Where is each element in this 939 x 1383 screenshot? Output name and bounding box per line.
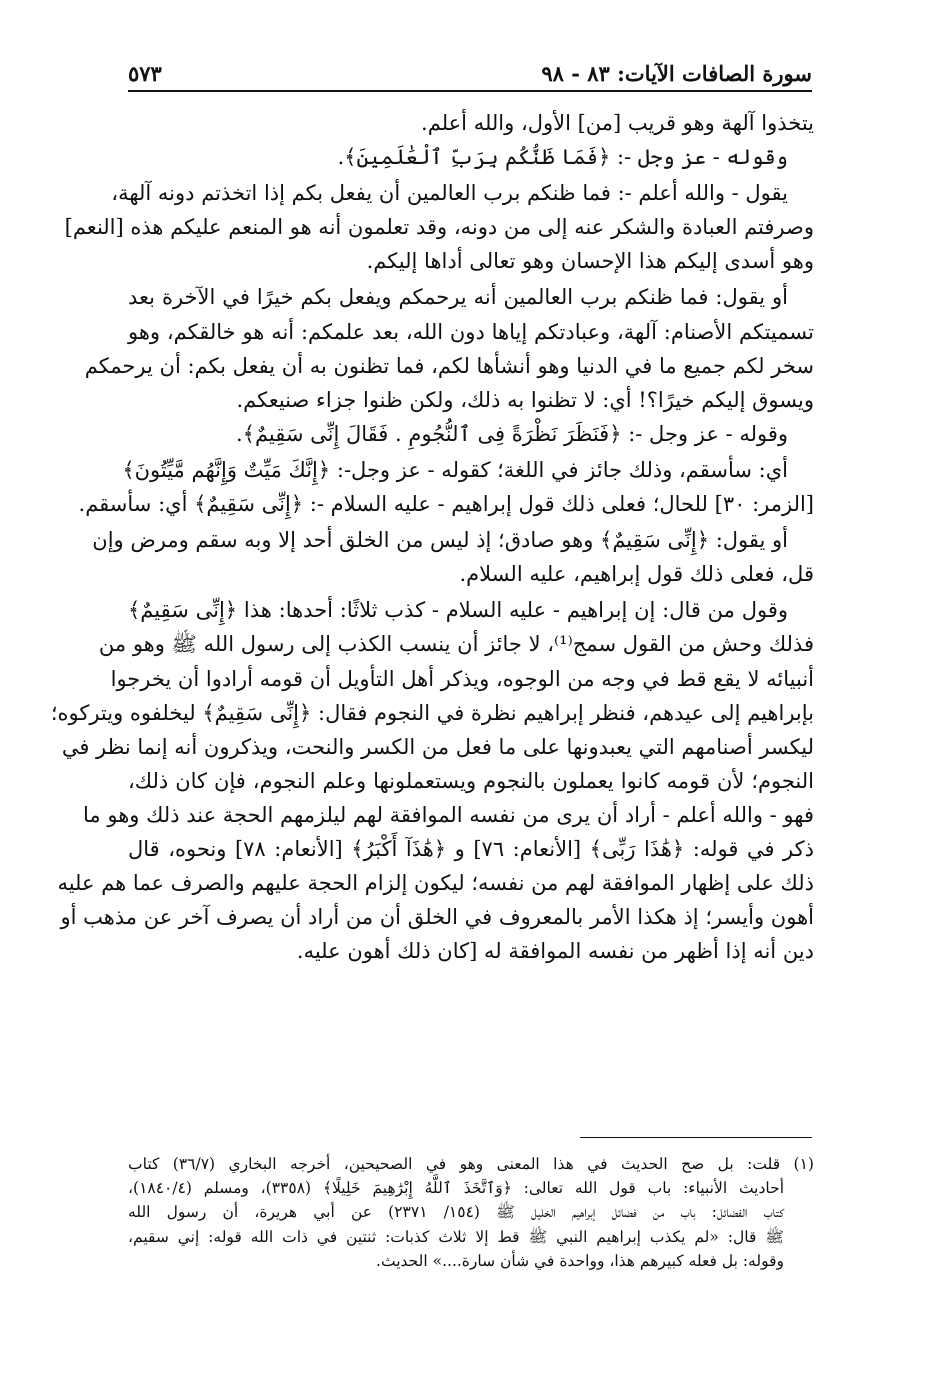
text-line: دين أنه إذا أظهر من نفسه الموافقة له [كان ذلك أهون عليه. — [296, 939, 814, 964]
footnote-line: كتاب الفضائل: باب من فضائل إبراهيم الخليل ﷺ (١٥٤/ ٢٣٧١) عن أبي هريرة، أن رسول الله — [128, 1203, 784, 1222]
footnotes — [128, 1152, 814, 1273]
text-line: ذلك على إظهار الموافقة لهم من نفسه؛ ليكون إلزام الحجة عليهم والصرف عما هم عليه — [57, 871, 814, 896]
footnote-line: ﷺ قال: «لم يكذب إبراهيم النبي ﷺ قط إلا ثلاث كذبات: ثنتين في ذات الله قوله: إني سقيم، — [128, 1227, 784, 1246]
page-header — [128, 58, 812, 92]
text-line: [الزمر: ٣٠] للحال؛ فعلى ذلك قول إبراهيم - عليه السلام -: ﴿إِنِّى سَقِيمٌ﴾ أي: سأسقم. — [78, 492, 814, 517]
text-line: ذكر في قوله: ﴿هَٰذَا رَبِّى﴾ [الأنعام: ٧٦] و ﴿هَٰذَآ أَكْبَرُ﴾ [الأنعام: ٧٨] ونحوه، قال — [128, 836, 814, 861]
text-line: أو يقول: فما ظنكم برب العالمين أنه يرحمكم ويفعل بكم خيرًا في الآخرة بعد — [128, 285, 788, 310]
text-line: وقوله - عز وجل -: ﴿فَمَا ظَنُّكُم بِرَبِّ ٱلْعَٰلَمِينَ﴾. — [337, 145, 788, 170]
footnote-divider — [580, 1137, 812, 1138]
main-text — [50, 106, 814, 968]
text-line: بإبراهيم إلى عيدهم، فنظر إبراهيم نظرة في النجوم فقال: ﴿إِنِّى سَقِيمٌ﴾ ليخلفوه ويتركوه؛ — [50, 700, 814, 725]
text-line: أهون وأيسر؛ إذ هكذا الأمر بالمعروف في الخلق أن من أراد أن يصرف آخر عن مذهب أو — [60, 905, 814, 930]
text-line: ليكسر أصنامهم التي يعبدونها على ما فعل من الكسر والنحت، ويذكرون أنه إنما نظر في — [61, 734, 814, 759]
text-line: أو يقول: ﴿إِنِّى سَقِيمٌ﴾ وهو صادق؛ إذ ليس من الخلق أحد إلا وبه سقم ومرض وإن — [92, 528, 788, 553]
text-line: النجوم؛ لأن قومه كانوا يعملون بالنجوم ويستعملونها وعلم النجوم، فإن كان ذلك، — [128, 768, 814, 793]
text-line: وصرفتم العبادة والشكر عنه إلى من دونه، وقد تعلمون أنه هو المنعم عليكم هذه [النعم] — [64, 215, 814, 240]
running-title: سورة الصافات الآيات: ٨٣ - ٩٨ — [541, 61, 812, 86]
text-line: يقول - والله أعلم -: فما ظنكم برب العالمين أن يفعل بكم إذا اتخذتم دونه آلهة، — [111, 181, 788, 206]
page-number: ٥٧٣ — [128, 61, 162, 86]
text-line: تسميتكم الأصنام: آلهة، وعبادتكم إياها دون الله، بعد علمكم: أنه هو خالقكم، وهو — [128, 319, 814, 344]
footnote-line: وقوله: بل فعله كبيرهم هذا، وواحدة في شأن سارة....» الحديث. — [376, 1251, 784, 1270]
text-line: فذلك وحش من القول سمج⁽¹⁾، لا جائز أن ينسب الكذب إلى رسول الله ﷺ وهو من — [98, 632, 814, 657]
text-line: أنبيائه لا يقع قط في وجه من الوجوه، ويذكر أهل التأويل أن قومه أرادوا أن يخرجوا — [110, 666, 814, 691]
text-line: أي: سأسقم، وذلك جائز في اللغة؛ كقوله - عز وجل-: ﴿إِنَّكَ مَيِّتٌ وَإِنَّهُم مَّيِّتُونَ﴾ — [122, 457, 788, 482]
footnote-line: (١) قلت: بل صح الحديث في هذا المعنى وهو في الصحيحين، أخرجه البخاري (٣٦/٧) كتاب — [128, 1155, 814, 1173]
text-line: وهو أسدى إليكم هذا الإحسان وهو تعالى أداها إليكم. — [366, 249, 814, 274]
text-line: قل، فعلى ذلك قول إبراهيم، عليه السلام. — [459, 562, 814, 587]
text-line: وقول من قال: إن إبراهيم - عليه السلام - كذب ثلاثًا: أحدها: هذا ﴿إِنِّى سَقِيمٌ﴾ — [128, 598, 788, 623]
footnote-line: أحاديث الأنبياء: باب قول الله تعالى: ﴿وَٱتَّخَذَ ٱللَّهُ إِبْرَٰهِيمَ خَلِيلًا﴾ (٣٣٥٨)، ومسلم (١٨٤٠/٤)، — [128, 1179, 784, 1198]
text-line: ويسوق إليكم خيرًا؟! أي: لا تظنوا به ذلك، ولكن ظنوا جزاء صنيعكم. — [236, 387, 814, 412]
text-line: فهو - والله أعلم - أراد أن يرى من نفسه الموافقة لهم ليلزمهم الحجة عند ذلك وهو ما — [83, 802, 814, 827]
text-line: يتخذوا آلهة وهو قريب [من] الأول، والله أعلم. — [421, 111, 814, 135]
text-line: سخر لكم جميع ما في الدنيا وهو أنشأها لكم، فما تظنون به أن يفعل بكم: أن يرحمكم — [84, 353, 814, 378]
text-line: وقوله - عز وجل -: ﴿فَنَظَرَ نَظْرَةً فِى ٱلنُّجُومِ . فَقَالَ إِنِّى سَقِيمٌ﴾. — [235, 421, 788, 446]
